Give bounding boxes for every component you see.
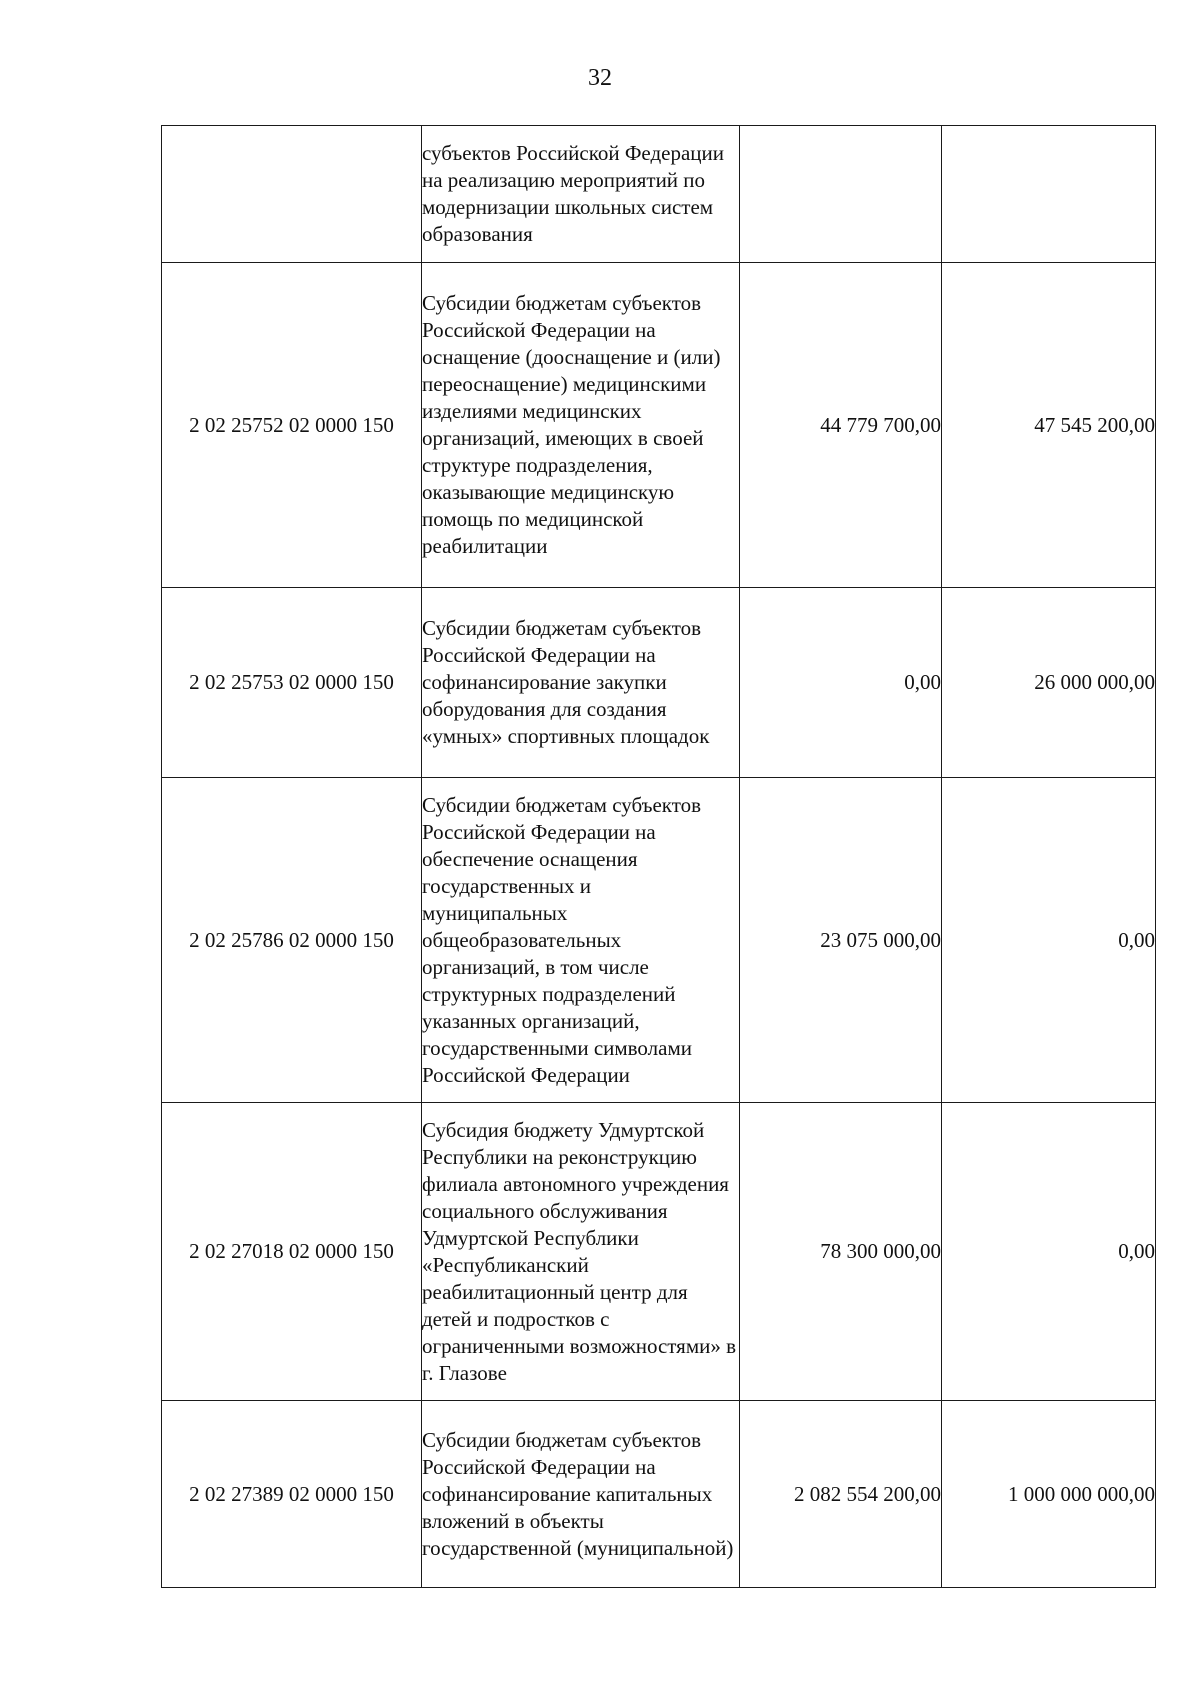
amount-cell-1: 0,00 (740, 588, 942, 778)
table-row (162, 263, 1156, 588)
table-row (162, 126, 1156, 263)
revenue-name-cell: Субсидии бюджетам субъектов Российской Федерации на оснащение (дооснащение и (или) переоснащение) медицинскими изделиями медицинских организаций, имеющих в своей структуре подразделения, оказывающие медицинскую помощь по медицинской реабилитации (422, 263, 740, 588)
table-row (162, 1103, 1156, 1401)
table-row (162, 588, 1156, 778)
budget-code-cell: 2 02 25753 02 0000 150 (162, 588, 422, 778)
amount-cell-1 (740, 126, 942, 263)
amount-cell-2: 47 545 200,00 (942, 263, 1156, 588)
revenue-name-cell: Субсидии бюджетам субъектов Российской Федерации на обеспечение оснащения государственных и муниципальных общеобразовательных организаций, в том числе структурных подразделений указанных организаций, государственными символами Российской Федерации (422, 778, 740, 1103)
budget-code-cell: 2 02 25786 02 0000 150 (162, 778, 422, 1103)
amount-cell-1: 44 779 700,00 (740, 263, 942, 588)
amount-cell-2: 1 000 000 000,00 (942, 1401, 1156, 1588)
amount-cell-1: 78 300 000,00 (740, 1103, 942, 1401)
page-number: 32 (588, 65, 612, 91)
amount-cell-1: 2 082 554 200,00 (740, 1401, 942, 1588)
table-row (162, 1401, 1156, 1588)
revenue-name-cell: Субсидии бюджетам субъектов Российской Федерации на софинансирование капитальных вложений в объекты государственной (муниципальной) (422, 1401, 740, 1588)
amount-cell-2 (942, 126, 1156, 263)
table-row (162, 778, 1156, 1103)
revenue-name-cell: Субсидии бюджетам субъектов Российской Федерации на софинансирование закупки оборудования для создания «умных» спортивных площадок (422, 588, 740, 778)
revenue-name-cell: Субсидия бюджету Удмуртской Республики на реконструкцию филиала автономного учреждения социального обслуживания Удмуртской Республики «Республиканский реабилитационный центр для детей и подростков с ограниченными возможностями» в г. Глазове (422, 1103, 740, 1401)
amount-cell-2: 0,00 (942, 778, 1156, 1103)
revenue-name-cell: субъектов Российской Федерации на реализацию мероприятий по модернизации школьных систем образования (422, 126, 740, 263)
budget-code-cell: 2 02 27018 02 0000 150 (162, 1103, 422, 1401)
budget-code-cell (162, 126, 422, 263)
budget-revenue-table (161, 125, 1156, 1588)
budget-code-cell: 2 02 25752 02 0000 150 (162, 263, 422, 588)
amount-cell-2: 26 000 000,00 (942, 588, 1156, 778)
amount-cell-2: 0,00 (942, 1103, 1156, 1401)
budget-code-cell: 2 02 27389 02 0000 150 (162, 1401, 422, 1588)
amount-cell-1: 23 075 000,00 (740, 778, 942, 1103)
